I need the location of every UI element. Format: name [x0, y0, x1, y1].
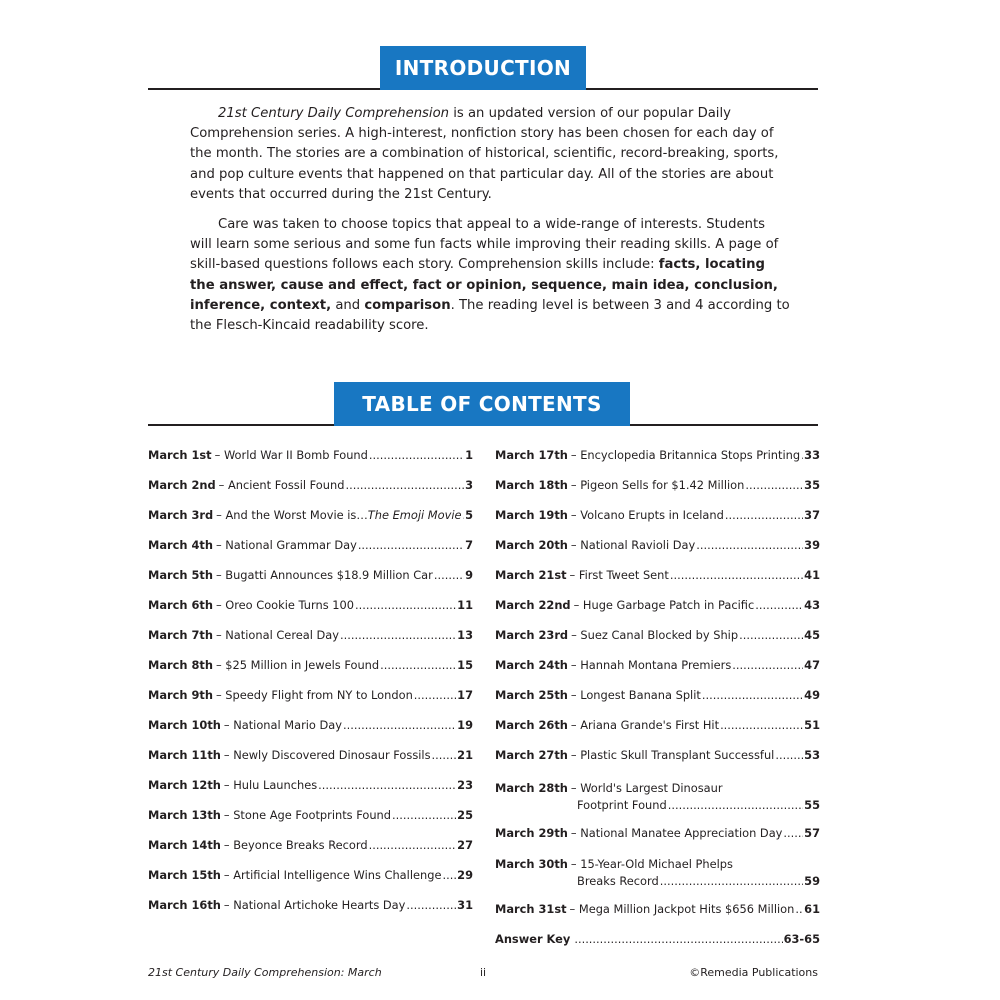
toc-header — [148, 382, 818, 426]
toc-entry-date: March 3rd — [148, 508, 214, 522]
toc-leader-dots — [574, 932, 782, 946]
toc-entry-title — [216, 568, 433, 582]
toc-leader-dots — [732, 658, 803, 672]
toc-entry-title-text: – Ancient Fossil Found — [218, 478, 345, 492]
toc-entry-title — [571, 857, 733, 871]
toc-entry-date: March 19th — [495, 508, 568, 522]
toc-entry — [148, 748, 473, 762]
toc-entry-title — [224, 778, 317, 792]
toc-entry-page: 59 — [804, 874, 820, 888]
toc-entry-date: March 4th — [148, 538, 213, 552]
toc-entry-title — [216, 538, 357, 552]
toc-entry-title-text: – Suez Canal Blocked by Ship — [571, 628, 739, 642]
toc-entry-date: March 7th — [148, 628, 213, 642]
toc-entry-date: March 5th — [148, 568, 213, 582]
toc-entry-date: March 28th — [495, 781, 568, 795]
toc-entry-title — [571, 781, 723, 795]
toc-entry-title-text: – World's Largest Dinosaur — [570, 781, 723, 795]
toc-entry-title-text: – Stone Age Footprints Found — [223, 808, 392, 822]
toc-entry-title — [216, 628, 339, 642]
toc-entry-title — [571, 748, 774, 762]
toc-entry-page: 27 — [457, 838, 473, 852]
toc-leader-dots — [414, 688, 456, 702]
toc-leader-dots — [725, 508, 803, 522]
toc-entry-title — [571, 688, 701, 702]
toc-entry-date: March 20th — [495, 538, 568, 552]
toc-entry-title-text: – National Mario Day — [223, 718, 343, 732]
toc-entry-title-text: – National Artichoke Hearts Day — [223, 898, 406, 912]
toc-entry-page: 5 — [465, 508, 473, 522]
toc-entry-title — [571, 538, 695, 552]
toc-leader-dots — [318, 778, 456, 792]
toc-entry-page: 15 — [457, 658, 473, 672]
intro-paragraph-2 — [190, 215, 790, 336]
toc-entry-title-text: – Volcano Erupts in Iceland — [570, 508, 724, 522]
toc-heading: TABLE OF CONTENTS — [334, 382, 630, 426]
toc-entry-date: March 29th — [495, 826, 568, 840]
toc-leader-dots — [406, 898, 456, 912]
toc-entry — [495, 826, 820, 840]
toc-entry-title — [216, 658, 379, 672]
toc-entry-date: March 11th — [148, 748, 221, 762]
toc-entry-page: 57 — [804, 826, 820, 840]
toc-entry — [495, 538, 820, 552]
intro-p2-tail: . The reading level is between 3 and 4 according to the Flesch-Kincaid readability score. — [190, 297, 790, 334]
toc-leader-dots — [670, 568, 803, 582]
toc-entry — [495, 748, 820, 762]
toc-entry-title — [216, 508, 461, 522]
toc-entry-title-text: – And the Worst Movie is… — [216, 508, 368, 522]
toc-entry-title — [216, 688, 413, 702]
toc-entry — [148, 568, 473, 582]
toc-entry-title — [570, 568, 669, 582]
introduction-header — [148, 46, 818, 90]
toc-leader-dots — [795, 902, 803, 916]
toc-entry — [495, 781, 820, 795]
toc-entry-page: 43 — [804, 598, 820, 612]
toc-entry — [148, 688, 473, 702]
toc-entry-title-text: – Huge Garbage Patch in Pacific — [573, 598, 755, 612]
toc-leader-dots — [720, 718, 803, 732]
toc-entry — [495, 932, 820, 946]
toc-entry-page: 9 — [465, 568, 473, 582]
toc-entry-page: 55 — [804, 798, 820, 812]
toc-entry-title — [571, 826, 783, 840]
toc-entry-title-text: – Longest Banana Split — [570, 688, 701, 702]
toc-leader-dots — [739, 628, 803, 642]
toc-entry — [148, 838, 473, 852]
intro-p2-lead: Care was taken to choose topics that appeal to a wide-range of interests. Students will learn some serious and some fun facts while improving their reading skills. A page of skill-based questions follows each story. Comprehension skills include: — [190, 217, 779, 273]
toc-entry-page: 45 — [804, 628, 820, 642]
toc-entry — [148, 628, 473, 642]
toc-entry — [148, 538, 473, 552]
toc-entry-date: March 31st — [495, 902, 567, 916]
toc-entry — [495, 598, 820, 612]
toc-entry-title-text: – Hulu Launches — [223, 778, 318, 792]
toc-entry-page: 61 — [804, 902, 820, 916]
toc-entry-date: March 13th — [148, 808, 221, 822]
toc-entry-title-text: – Encyclopedia Britannica Stops Printing — [570, 448, 801, 462]
toc-leader-dots — [369, 448, 464, 462]
toc-entry-date: March 21st — [495, 568, 567, 582]
toc-entry — [148, 448, 473, 462]
toc-entry-date: March 2nd — [148, 478, 216, 492]
toc-entry-page: 33 — [804, 448, 820, 462]
toc-entry — [495, 688, 820, 702]
toc-entry — [148, 658, 473, 672]
toc-entry — [148, 778, 473, 792]
toc-entry-title-text: – Artificial Intelligence Wins Challenge — [223, 868, 442, 882]
toc-leader-dots — [463, 508, 465, 522]
intro-paragraph-1 — [190, 104, 790, 205]
toc-leader-dots — [660, 874, 803, 888]
toc-entry-title-text: – 15-Year-Old Michael Phelps — [570, 857, 733, 871]
toc-entry-date: March 22nd — [495, 598, 571, 612]
toc-entry-title-text: – Beyonce Breaks Record — [223, 838, 368, 852]
toc-entry-title-text: – Bugatti Announces $18.9 Million Car — [215, 568, 433, 582]
introduction-heading: INTRODUCTION — [380, 46, 586, 90]
toc-entry-page: 19 — [457, 718, 473, 732]
toc-entry-page: 39 — [804, 538, 820, 552]
toc-entry — [148, 868, 473, 882]
toc-entry-title — [215, 448, 368, 462]
toc-leader-dots — [775, 748, 803, 762]
toc-leader-dots — [696, 538, 803, 552]
toc-entry-title — [571, 448, 800, 462]
toc-entry-title-text: – Speedy Flight from NY to London — [215, 688, 413, 702]
toc-entry-page: 17 — [457, 688, 473, 702]
toc-entry-title-text: – Newly Discovered Dinosaur Fossils — [223, 748, 431, 762]
toc-entry — [495, 568, 820, 582]
toc-entry-title-text: – Oreo Cookie Turns 100 — [215, 598, 354, 612]
toc-leader-dots — [380, 658, 456, 672]
toc-entry-page: 47 — [804, 658, 820, 672]
toc-entry-title — [224, 838, 368, 852]
toc-entry-title-text: – Hannah Montana Premiers — [570, 658, 732, 672]
toc-entry — [495, 902, 820, 916]
toc-entry-title-text: – National Cereal Day — [215, 628, 340, 642]
toc-entry-date: March 17th — [495, 448, 568, 462]
toc-entry-title — [574, 598, 755, 612]
toc-entry-title-italic: The Emoji Movie — [367, 508, 462, 522]
toc-entry-page: 29 — [457, 868, 473, 882]
toc-entry — [148, 508, 473, 522]
footer-publisher: ©Remedia Publications — [689, 966, 818, 979]
toc-entry-page: 31 — [457, 898, 473, 912]
toc-entry-title — [571, 718, 719, 732]
toc-entry-title — [224, 868, 442, 882]
toc-entry-date: March 23rd — [495, 628, 569, 642]
toc-leader-dots — [702, 688, 803, 702]
toc-entry-title-text: – World War II Bomb Found — [214, 448, 368, 462]
toc-entry — [495, 857, 820, 871]
toc-entry-page: 25 — [457, 808, 473, 822]
toc-entry-title-text: – First Tweet Sent — [569, 568, 669, 582]
toc-leader-dots — [355, 598, 456, 612]
toc-entry-page: 53 — [804, 748, 820, 762]
toc-entry-page: 37 — [804, 508, 820, 522]
toc-entry-page: 63-65 — [783, 932, 820, 946]
toc-leader-dots — [340, 628, 456, 642]
footer-page-number: ii — [480, 966, 487, 979]
footer-book-title: 21st Century Daily Comprehension: March — [148, 966, 382, 979]
book-title: 21st Century Daily Comprehension — [218, 106, 450, 121]
toc-entry — [495, 478, 820, 492]
toc-entry — [148, 898, 473, 912]
toc-entry-date: March 26th — [495, 718, 568, 732]
introduction-body — [190, 104, 790, 346]
toc-entry-title-text: – National Manatee Appreciation Day — [570, 826, 783, 840]
toc-leader-dots — [432, 748, 457, 762]
toc-entry-page: 49 — [804, 688, 820, 702]
toc-entry-page: 21 — [457, 748, 473, 762]
toc-entry-page: 23 — [457, 778, 473, 792]
toc-entry — [148, 478, 473, 492]
toc-entry-date: March 24th — [495, 658, 568, 672]
intro-p2-and: and — [331, 297, 365, 313]
toc-entry-title-text: – National Ravioli Day — [570, 538, 696, 552]
toc-entry-page: 41 — [804, 568, 820, 582]
toc-entry-title-text: – Mega Million Jackpot Hits $656 Million — [569, 902, 795, 916]
toc-entry-title — [224, 748, 431, 762]
toc-entry-title — [570, 902, 795, 916]
toc-entry-date: March 8th — [148, 658, 213, 672]
skill-comparison: comparison — [364, 297, 451, 313]
toc-entry-continuation — [577, 874, 820, 888]
toc-leader-dots — [755, 598, 803, 612]
toc-entry-date: March 9th — [148, 688, 213, 702]
toc-entry-date: March 12th — [148, 778, 221, 792]
toc-entry — [495, 448, 820, 462]
toc-entry-title — [224, 898, 406, 912]
toc-entry-title — [571, 628, 738, 642]
toc-entry-title-text: – National Grammar Day — [215, 538, 357, 552]
toc-entry — [495, 658, 820, 672]
toc-entry-date: Answer Key — [495, 932, 571, 946]
toc-entry-title — [224, 718, 342, 732]
toc-entry — [495, 718, 820, 732]
toc-entry-date: March 6th — [148, 598, 213, 612]
toc-entry-page: 51 — [804, 718, 820, 732]
toc-entry-date: March 18th — [495, 478, 568, 492]
toc-leader-dots — [358, 538, 464, 552]
toc-leader-dots — [442, 868, 456, 882]
toc-entry-page: 11 — [457, 598, 473, 612]
toc-entry-continuation — [577, 798, 820, 812]
toc-entry — [495, 508, 820, 522]
toc-entry-title — [571, 658, 731, 672]
toc-leader-dots — [745, 478, 803, 492]
toc-entry — [148, 808, 473, 822]
toc-entry-title-text: – Pigeon Sells for $1.42 Million — [570, 478, 745, 492]
toc-entry-title — [571, 508, 724, 522]
toc-leader-dots — [801, 448, 803, 462]
toc-entry-date: March 14th — [148, 838, 221, 852]
toc-entry-page: 13 — [457, 628, 473, 642]
skills-list: facts, locating the answer, cause and effect, fact or opinion, sequence, main idea, conclusion, inference, context, — [190, 257, 778, 313]
toc-entry-date: March 16th — [148, 898, 221, 912]
toc-entry-title — [216, 598, 354, 612]
toc-entry-date: March 15th — [148, 868, 221, 882]
toc-leader-dots — [345, 478, 464, 492]
toc-entry-date: March 27th — [495, 748, 568, 762]
toc-entry-title — [224, 808, 391, 822]
toc-leader-dots — [392, 808, 456, 822]
toc-entry-page: 7 — [465, 538, 473, 552]
toc-leader-dots — [343, 718, 456, 732]
toc-entry-title-line2: Breaks Record — [577, 874, 659, 888]
toc-leader-dots — [369, 838, 457, 852]
toc-entry-date: March 1st — [148, 448, 212, 462]
toc-entry-title-line2: Footprint Found — [577, 798, 667, 812]
toc-entry-date: March 25th — [495, 688, 568, 702]
toc-entry — [148, 598, 473, 612]
toc-entry-title — [571, 478, 744, 492]
toc-entry-title-text: – $25 Million in Jewels Found — [215, 658, 380, 672]
toc-entry-title — [219, 478, 345, 492]
toc-entry — [148, 718, 473, 732]
toc-entry-page: 3 — [465, 478, 473, 492]
toc-entry-title-text: – Ariana Grande's First Hit — [570, 718, 720, 732]
toc-entry — [495, 628, 820, 642]
toc-entry-page: 35 — [804, 478, 820, 492]
toc-entry-title-text: – Plastic Skull Transplant Successful — [570, 748, 775, 762]
toc-entry-page: 1 — [465, 448, 473, 462]
toc-entry-date: March 30th — [495, 857, 568, 871]
toc-leader-dots — [783, 826, 803, 840]
toc-entry-date: March 10th — [148, 718, 221, 732]
toc-leader-dots — [434, 568, 464, 582]
intro-p1-text: is an updated version of our popular Daily Comprehension series. A high-interest, nonfiction story has been chosen for each day of the month. The stories are a combination of historical, scientific, record-breaking, sports, and pop culture events that happened on that particular day. All of the stories are about events that occurred during the 21st Century. — [190, 106, 779, 202]
toc-leader-dots — [668, 798, 803, 812]
